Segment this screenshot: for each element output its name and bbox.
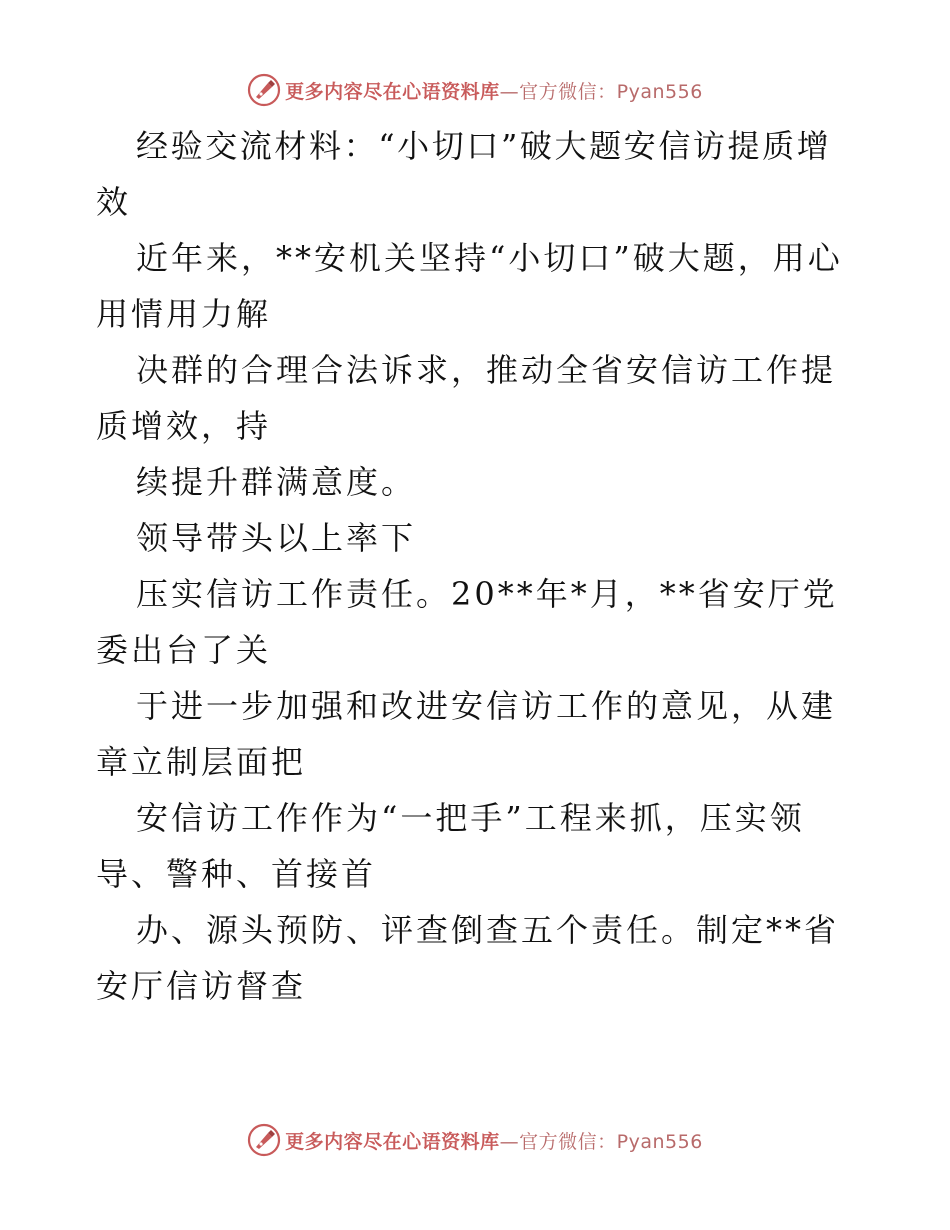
watermark-main-text: 更多内容尽在心语资料库 (285, 1130, 500, 1153)
document-title: 经验交流材料：“小切口”破大题安信访提质增效 (96, 127, 832, 221)
watermark-text (285, 77, 703, 104)
pen-nib-logo-icon (247, 73, 281, 107)
watermark-banner-bottom (0, 1122, 950, 1158)
pen-nib-logo-icon (247, 1123, 281, 1157)
section-heading: 领导带头以上率下 (136, 519, 417, 557)
paragraph: 近年来，**安机关坚持“小切口”破大题，用心用情用力解 (96, 239, 843, 333)
watermark-banner-top (0, 72, 950, 108)
paragraph: 于进一步加强和改进安信访工作的意见，从建章立制层面把 (96, 687, 837, 781)
paragraph: 续提升群满意度。 (136, 463, 417, 501)
paragraph: 办、源头预防、评查倒查五个责任。制定**省安厅信访督查 (96, 911, 840, 1005)
watermark-text (285, 1127, 703, 1154)
watermark-sub-text: —官方微信：Pyan556 (499, 80, 703, 103)
watermark-main-text: 更多内容尽在心语资料库 (285, 80, 500, 103)
paragraph: 压实信访工作责任。20**年*月，**省安厅党委出台了关 (96, 575, 838, 669)
paragraph: 安信访工作作为“一把手”工程来抓，压实领导、警种、首接首 (96, 799, 805, 893)
paragraph: 决群的合理合法诉求，推动全省安信访工作提质增效，持 (96, 351, 837, 445)
watermark-sub-text: —官方微信：Pyan556 (499, 1130, 703, 1153)
document-body (96, 118, 856, 1014)
